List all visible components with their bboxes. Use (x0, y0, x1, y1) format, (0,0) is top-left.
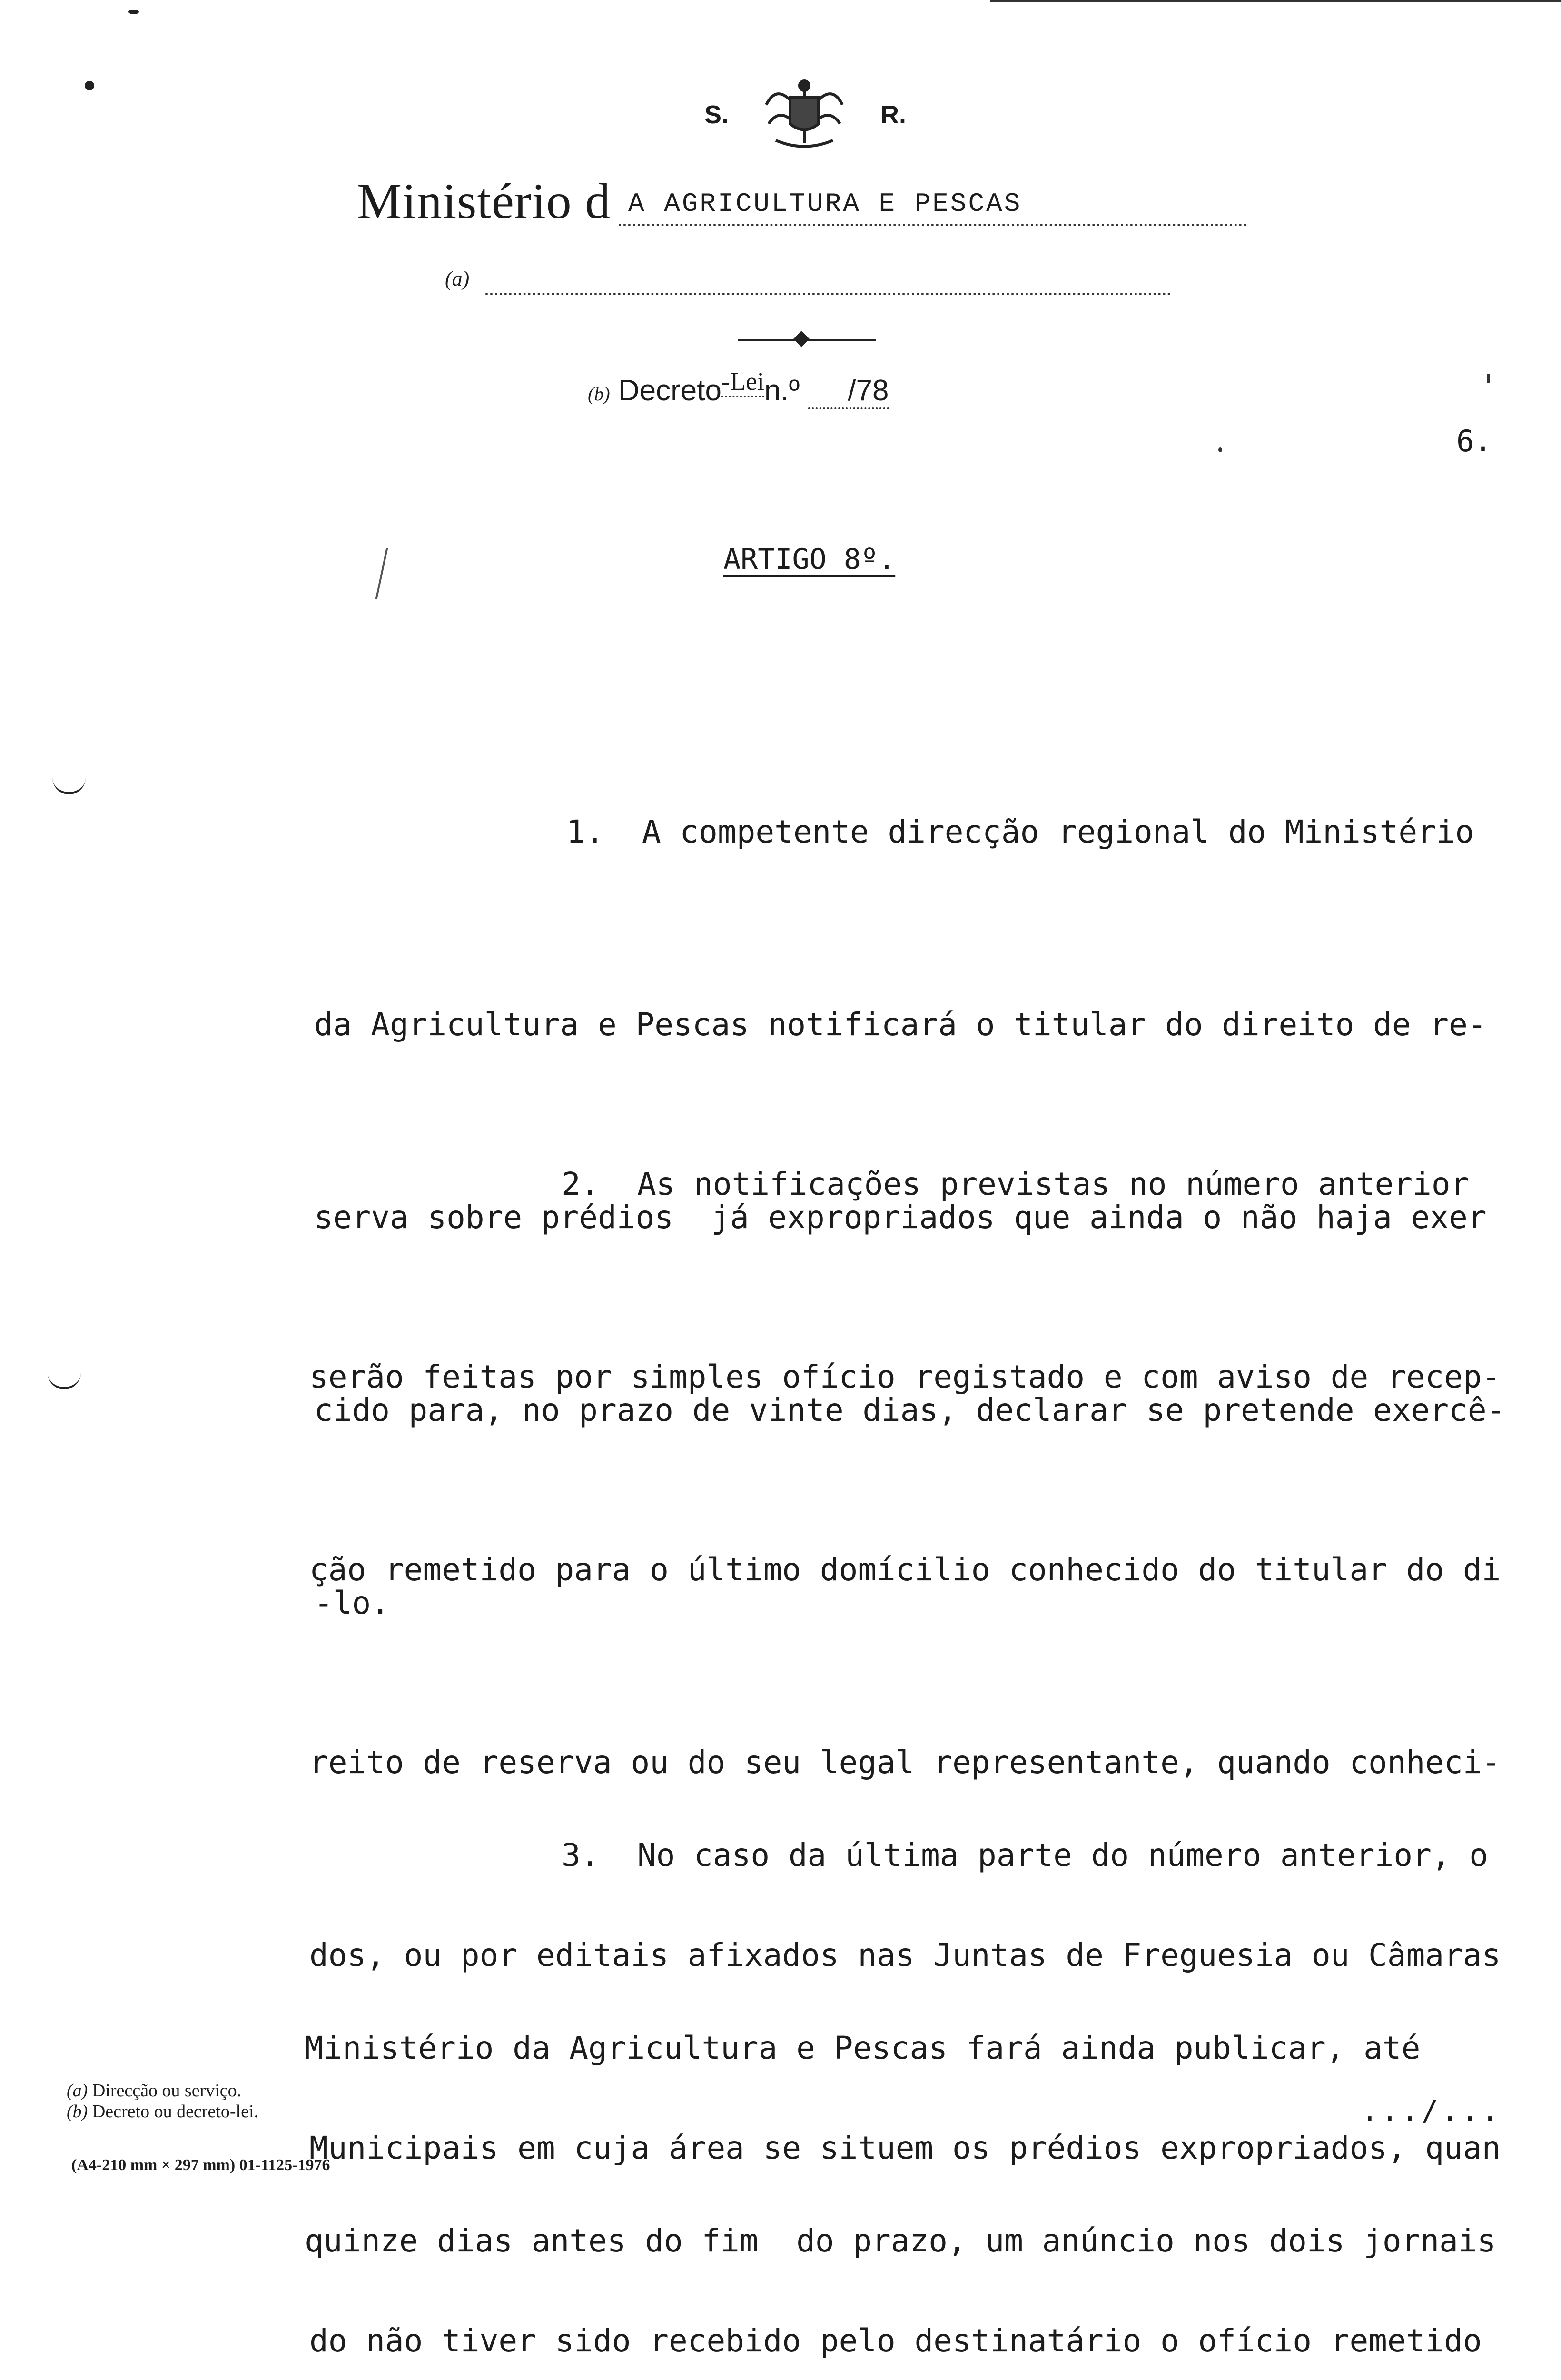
continuation-mark: .../... (1361, 2094, 1502, 2128)
sr-left: S. (704, 100, 729, 129)
ministry-dotted-line (619, 224, 1247, 226)
ornament-diamond-icon (793, 331, 810, 347)
footnote-b-text: Decreto ou decreto-lei. (92, 2102, 259, 2122)
decree-lei: -Lei (721, 367, 764, 397)
decree-line (588, 367, 889, 409)
punch-hole-mark (52, 776, 86, 794)
scan-edge-line (990, 0, 1561, 2)
paragraph-line: -lo. (314, 1585, 390, 1621)
paragraph-line: cido para, no prazo de vinte dias, declarar se pretende exercê- (314, 1392, 1506, 1428)
decree-word: Decreto (618, 374, 721, 407)
form-code: (A4-210 mm × 297 mm) 01-1125-1976 (71, 2156, 330, 2174)
paragraph-line: dos, ou por editais afixados nas Juntas de Freguesia ou Câmaras (309, 1937, 1501, 1973)
decree-number: /78 (808, 376, 889, 409)
coat-of-arms-icon (757, 76, 852, 152)
footnote-a-text: Direcção ou serviço. (92, 2081, 242, 2101)
article-heading: ARTIGO 8º. (723, 543, 896, 576)
direction-marker: (a) (445, 267, 470, 290)
footnote-b-marker: (b) (67, 2102, 88, 2122)
paragraph-line: reito de reserva ou do seu legal representante, quando conheci- (309, 1744, 1501, 1781)
paragraph-line: Municipais em cuja área se situem os prédios expropriados, quan (309, 2130, 1501, 2166)
scan-dot (128, 10, 139, 14)
scan-dot (85, 81, 94, 90)
margin-mark (375, 548, 388, 599)
paragraph-line: 1. A competente direcção regional do Ministério (566, 813, 1474, 850)
paragraph-line: 3. No caso da última parte do número anterior, o (562, 1837, 1489, 1874)
decree-marker: (b) (588, 383, 610, 405)
footnote-b (67, 2101, 258, 2122)
footnote-a-marker: (a) (67, 2081, 88, 2101)
paragraph-line: 2. As notificações previstas no número anterior (562, 1166, 1470, 1202)
paragraph-line: do não tiver sido recebido pelo destinatário o ofício remetido (309, 2322, 1482, 2359)
paragraph-line: serva sobre prédios já expropriados que ainda o não haja exer (314, 1199, 1487, 1236)
footnote-a (67, 2080, 258, 2101)
paragraph-line: quinze dias antes do fim do prazo, um anúncio nos dois jornais (305, 2222, 1496, 2259)
punch-hole-mark (48, 1371, 81, 1389)
margin-mark (1487, 374, 1490, 383)
direction-dotted-line (485, 293, 1171, 295)
margin-mark (1218, 447, 1222, 452)
paragraph-line: da Agricultura e Pescas notificará o titular do direito de re- (314, 1006, 1487, 1043)
paragraph-3 (305, 1695, 1496, 2380)
page-number: 6. (1456, 424, 1492, 458)
paragraph-line: Ministério da Agricultura e Pescas fará ainda publicar, até (305, 2030, 1421, 2066)
paragraph-line: serão feitas por simples ofício registado e com aviso de recep- (309, 1359, 1501, 1395)
decree-n: n.º (764, 374, 800, 407)
footnotes (67, 2080, 258, 2122)
ministry-name: A AGRICULTURA E PESCAS (628, 188, 1022, 219)
sr-right: R. (880, 100, 906, 129)
ministry-label: Ministério d (357, 173, 611, 229)
paragraph-line: ção remetido para o último domícilio conhecido do titular do di (309, 1551, 1501, 1588)
